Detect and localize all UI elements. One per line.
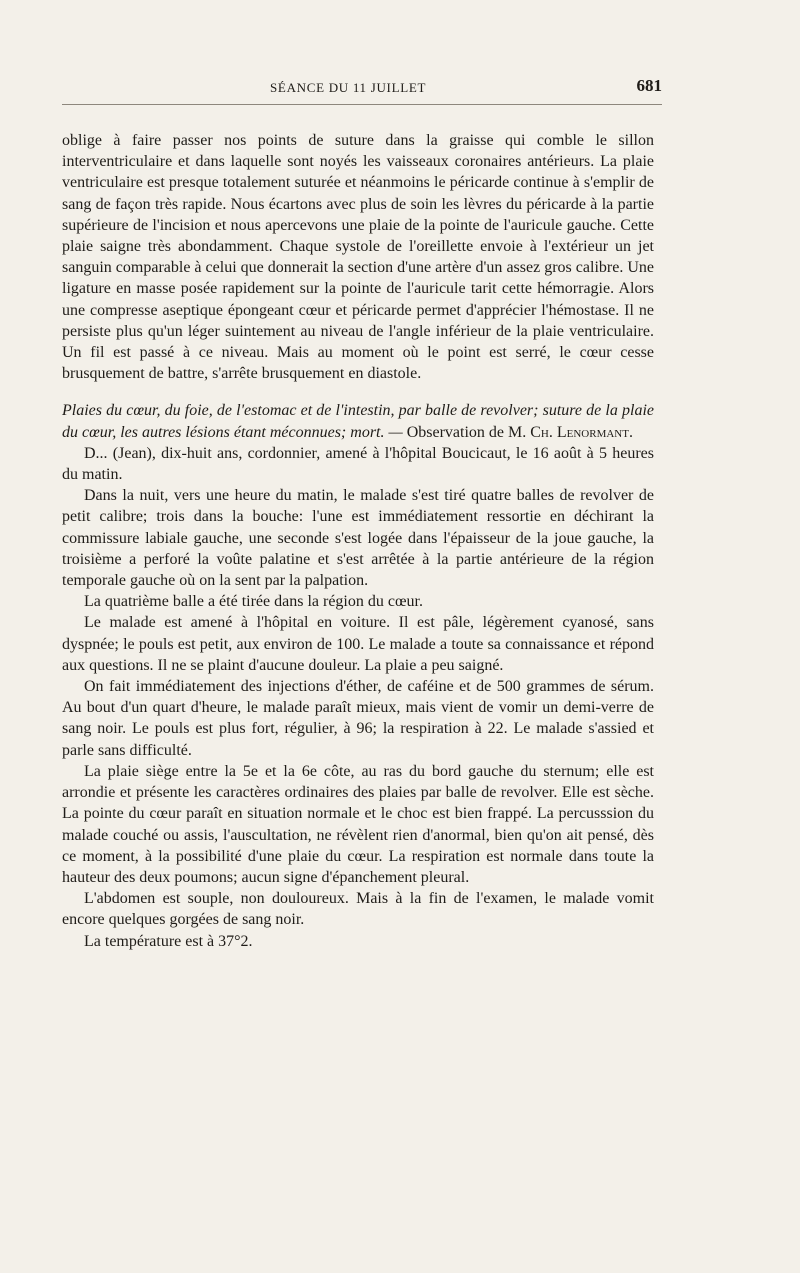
page-body xyxy=(62,130,654,952)
observation-credit: Observation de M. xyxy=(406,423,527,441)
paragraph: La quatrième balle a été tirée dans la région du cœur. xyxy=(84,593,423,611)
header-rule xyxy=(62,104,662,105)
paragraph: On fait immédiatement des injections d'éther, de caféine et de 500 grammes de sérum. Au bout d'un quart d'heure, le malade paraît mieux, mais vient de vomir un demi-verre de sang noir. Le pouls est plus fort, régulier, à 96; la respiration à 22. Le malade s'assied et parle sans difficulté. xyxy=(62,678,654,759)
observation-author: Ch. Lenormant. xyxy=(530,423,633,441)
paragraph: La plaie siège entre la 5e et la 6e côte, au ras du bord gauche du sternum; elle est arrondie et présente les caractères ordinaires des plaies par balle de revolver. Elle est sèche. La pointe du cœur paraît en situation normale et le choc est bien frappé. La percusssion du malade couché ou assis, l'auscultation, ne révèlent rien d'anormal, bien qu'on ait pensé, dès ce moment, à la possibilité d'une plaie du cœur. La respiration est normale dans toute la hauteur des deux poumons; aucun signe d'épanchement pleural. xyxy=(62,762,654,886)
page-header xyxy=(62,76,662,100)
paragraph-continuation: oblige à faire passer nos points de suture dans la graisse qui comble le sillon interventriculaire et dans laquelle sont noyés les vaisseaux coronaires antérieurs. La plaie ventriculaire est presque totalement suturée et néanmoins le péricarde continue à s'emplir de sang de façon très rapide. Nous écartons avec plus de soin les lèvres du péricarde à la partie supérieure de l'incision et nous apercevons une plaie de la pointe de l'auricule gauche. Cette plaie saigne très abondamment. Chaque systole de l'oreillette envoie à l'extérieur un jet sanguin comparable à celui que donnerait la section d'une artère d'un assez gros calibre. Une ligature en masse posée rapidement sur la pointe de l'auricule tarit cette hémorragie. Alors une compresse aseptique épongeant cœur et péricarde permet d'apprécier l'hémostase. Il ne persiste plus qu'un léger suintement au niveau de l'angle inférieur de la plaie ventriculaire. Un fil est passé à ce niveau. Mais au moment où le point est serré, le cœur cesse brusquement de battre, s'arrête brusquement en diastole. xyxy=(62,132,654,383)
observation-title-italic: Plaies du cœur, du foie, de l'estomac et de l'intestin, par balle de revolver; suture de la plaie du cœur, les autres lésions étant méconnues; mort. — xyxy=(62,402,654,441)
paragraph: La température est à 37°2. xyxy=(84,932,253,950)
paragraph: Le malade est amené à l'hôpital en voiture. Il est pâle, légèrement cyanosé, sans dyspnée; le pouls est petit, aux environ de 100. Le malade a toute sa connaissance et répond aux questions. Il ne se plaint d'aucune douleur. La plaie a peu saigné. xyxy=(62,614,654,674)
paragraph: L'abdomen est souple, non douloureux. Mais à la fin de l'examen, le malade vomit encore quelques gorgées de sang noir. xyxy=(62,890,654,929)
observation-title xyxy=(62,400,654,442)
running-head: SÉANCE DU 11 JUILLET xyxy=(270,80,427,95)
page-number: 681 xyxy=(636,76,662,95)
paragraph: Dans la nuit, vers une heure du matin, le malade s'est tiré quatre balles de revolver de petit calibre; trois dans la bouche: l'une est immédiatement ressortie en déchirant la commissure labiale gauche, une seconde s'est logée dans l'épaisseur de la joue gauche, la troisième a perforé la voûte palatine et s'est arrêtée à la partie antérieure de la région temporale gauche où on la sent par la palpation. xyxy=(62,487,654,590)
paragraph: D... (Jean), dix-huit ans, cordonnier, amené à l'hôpital Boucicaut, le 16 août à 5 heures du matin. xyxy=(62,444,654,484)
